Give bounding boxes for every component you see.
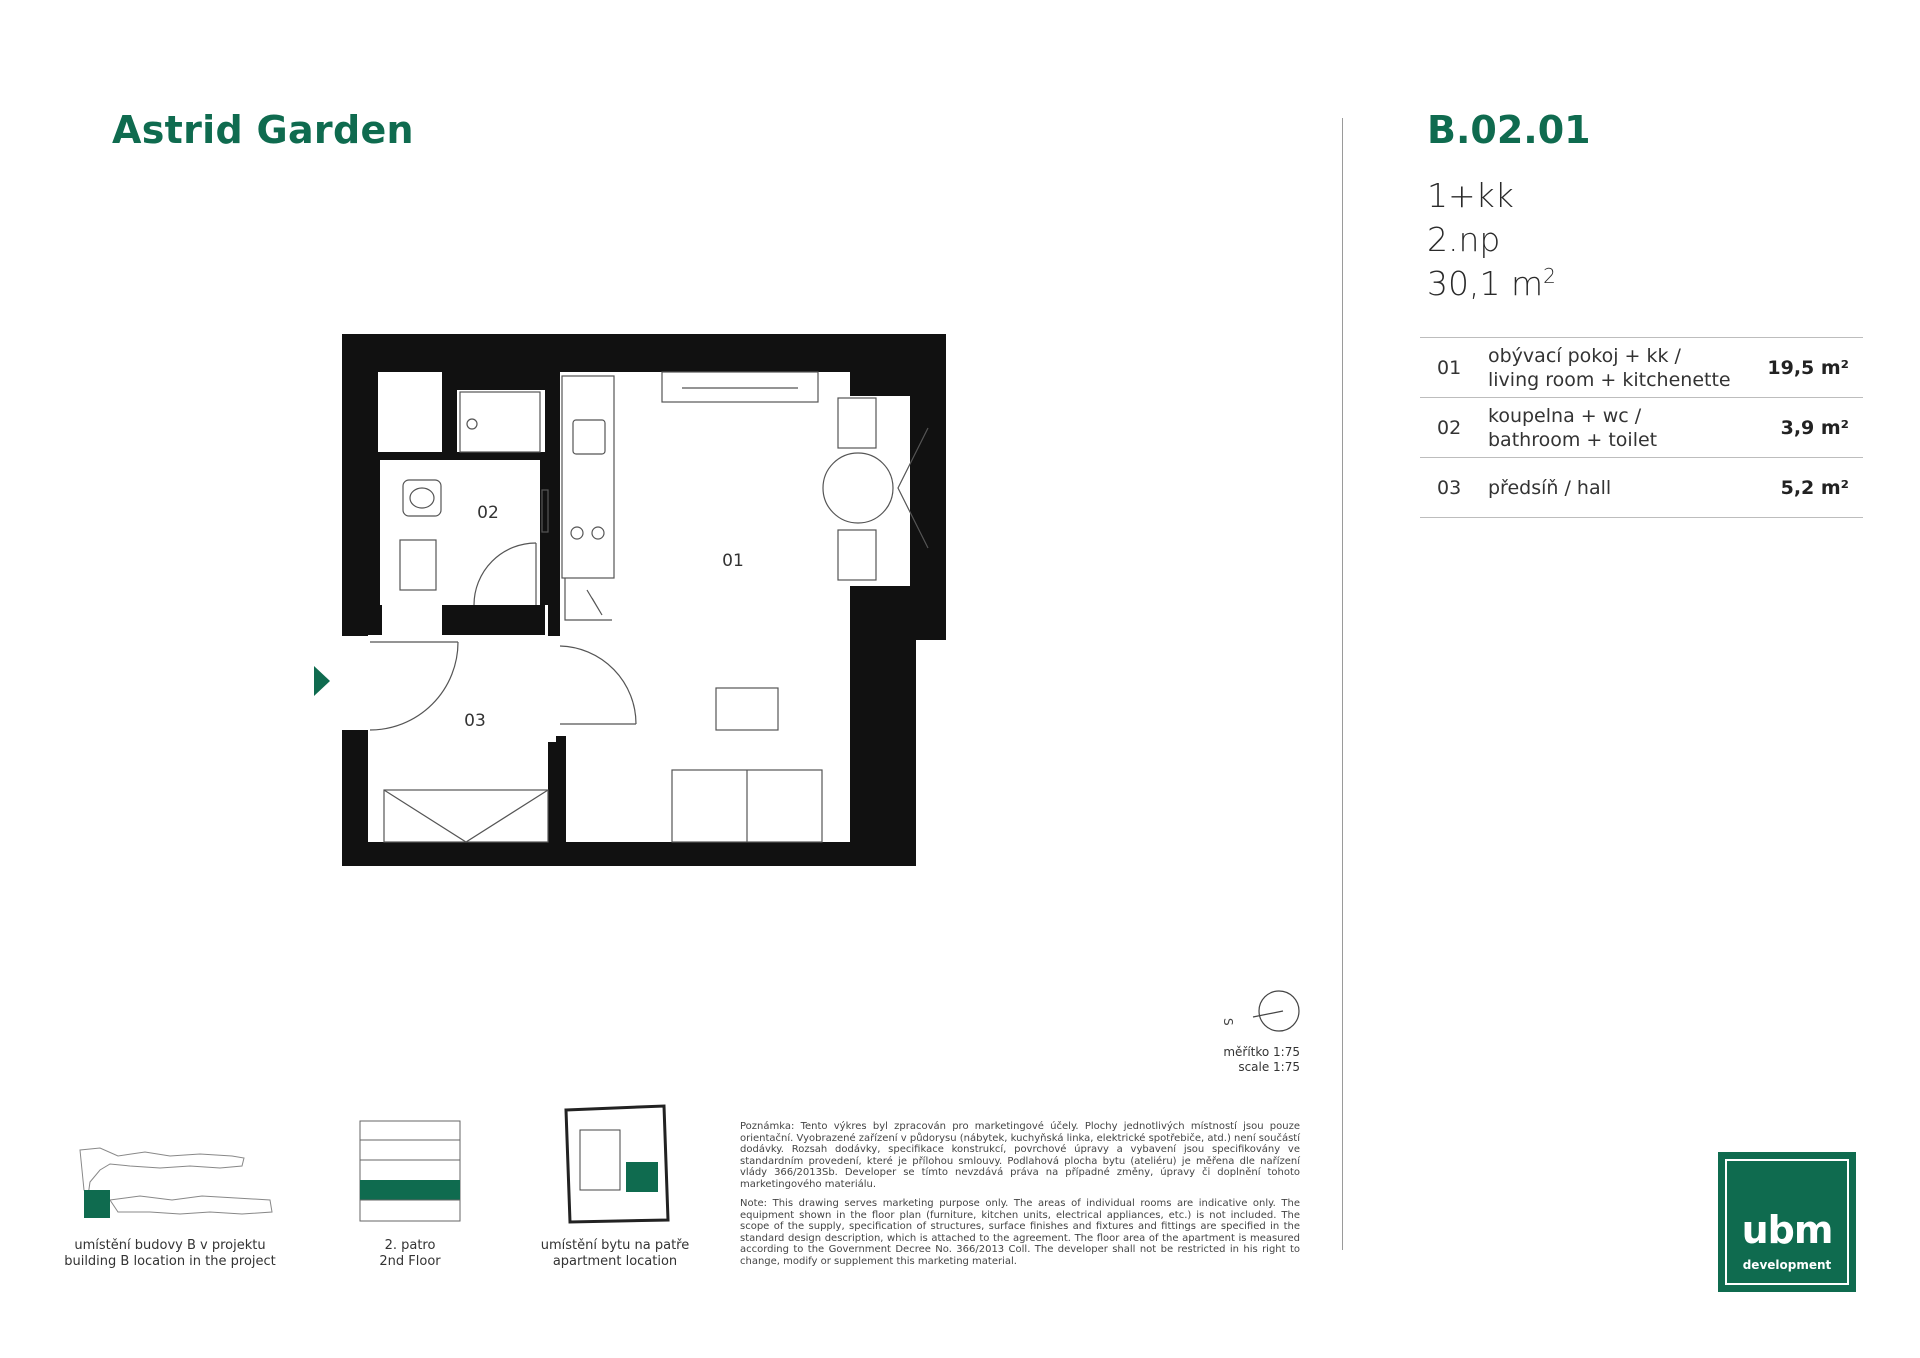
room-number: 02 [1437,416,1462,439]
thumb-caption-en: building B location in the project [64,1254,276,1269]
room-area: 19,5 m² [1767,356,1849,379]
thumb-caption-building [60,1238,280,1270]
room-name-en: living room + kitchenette [1488,368,1731,391]
room-area: 5,2 m² [1780,476,1849,499]
compass-letter: S [1221,1018,1235,1026]
floor-location-thumbnail [566,1106,668,1222]
room-label-02: 02 [477,503,499,523]
room-name-en: bathroom + toilet [1488,428,1658,451]
disclaimer-note [740,1121,1300,1275]
unit-area-value: 30,1 m [1427,264,1544,303]
unit-area-sup: 2 [1543,264,1556,288]
compass [1221,991,1299,1031]
unit-type: 1+kk [1427,176,1514,215]
room-name-cz: koupelna + wc / [1488,404,1642,427]
note-en: Note: This drawing serves marketing purpose only. The areas of individual rooms are indicative only. The equipment shown in the floor plan (furniture, kitchen units, electrical appliances, etc.) is not included. The scope of the supply, specification of structures, surface finishes and fixtures and fittings are specified in the standard design description, which is attached to the agreement. The floor area of the apartment is measured according to the Government Decree No. 366/2013 Coll. The developer shall not be restricted in his right to change, modify or supplement this marketing material. [740,1198,1300,1267]
unit-code: B.02.01 [1427,108,1591,152]
project-title: Astrid Garden [112,108,414,152]
thumb-caption-apartment [530,1238,700,1270]
thumb-caption-en: apartment location [552,1254,678,1269]
entrance-arrow [314,666,330,696]
scale-en: scale 1:75 [1238,1060,1300,1074]
thumb-caption-cz: umístění budovy B v projektu [74,1238,266,1253]
thumb-caption-cz: umístění bytu na patře [540,1238,690,1253]
ubm-logo [1718,1152,1856,1292]
logo-mark: ubm [1741,1208,1833,1252]
room-label-01: 01 [722,551,744,571]
scale-label [1180,1045,1300,1075]
thumb-caption-en: 2nd Floor [379,1254,441,1269]
site-thumbnail [80,1148,272,1218]
room-label-03: 03 [464,711,486,731]
room-name-cz: předsíň / hall [1488,476,1612,499]
room-number: 01 [1437,356,1462,379]
walls [342,334,946,866]
thumb-caption-cz: 2. patro [384,1238,436,1253]
unit-floor: 2.np [1427,220,1501,259]
room-area: 3,9 m² [1780,416,1849,439]
facade-thumbnail [360,1121,460,1221]
room-name-cz: obývací pokoj + kk / [1488,344,1681,367]
note-cz: Poznámka: Tento výkres byl zpracován pro marketingové účely. Plochy jednotlivých místností jsou pouze orientační. Vyobrazené zařízení v půdorysu (nábytek, kuchyňská linka, elektrické spotřebiče, atd.) není součástí dodávky. Rozsah dodávky, specifikace konstrukcí, povrchové úpravy a vybavení jsou specifikovány ve standardním provedení, které je přílohou smlouvy. Podlahová plocha bytu (ateliéru) je měřena dle nařízení vlády 366/2013Sb. Developer se tímto nevzdává práva na případné změny, úpravy či doplnění tohoto marketingového materiálu. [740,1121,1301,1190]
logo-word: development [1742,1258,1832,1272]
room-number: 03 [1437,476,1462,499]
scale-cz: měřítko 1:75 [1223,1045,1300,1059]
thumb-caption-floor [330,1238,490,1270]
